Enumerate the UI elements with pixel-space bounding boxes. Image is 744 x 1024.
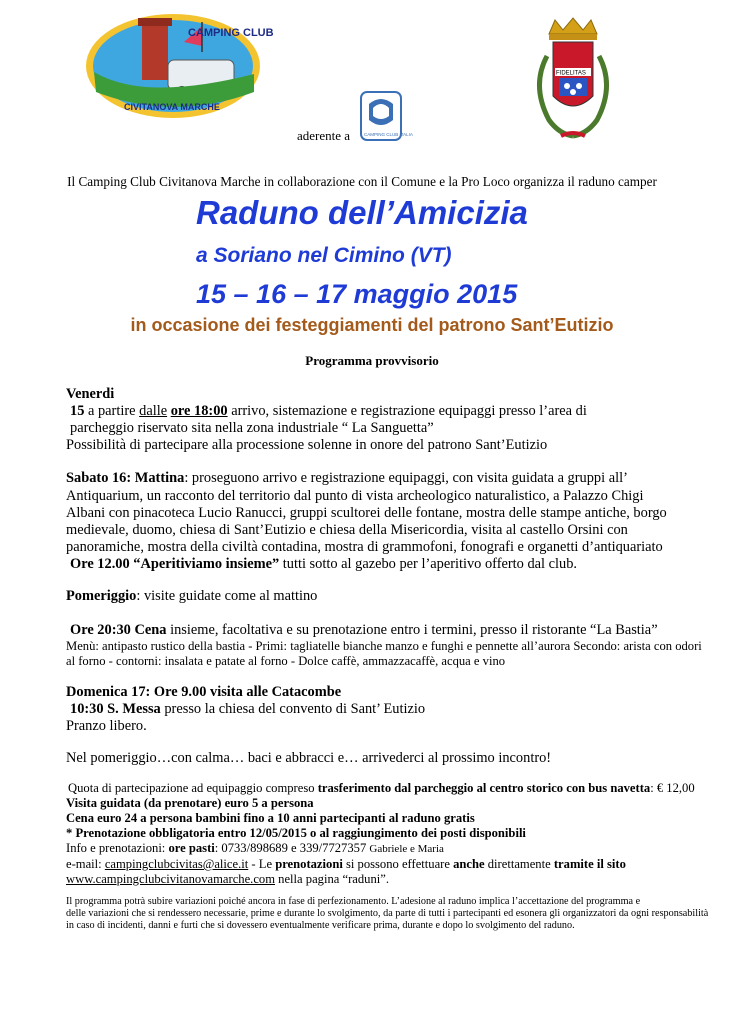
info-line: Info e prenotazioni: ore pasti: 0733/898689 e 339/7727357 Gabriele e Maria bbox=[66, 841, 444, 855]
cena-line: Ore 20:30 Cena insieme, facoltativa e su prenotazione entro i termini, presso il ristorante “La Bastia” bbox=[70, 622, 658, 638]
club-logo-bottom-text: CIVITANOVA MARCHE bbox=[124, 102, 220, 112]
website-line: www.campingclubcivitanovamarche.com nella pagina “raduni”. bbox=[66, 872, 390, 886]
camping-club-logo bbox=[84, 12, 274, 120]
sabato-aperitivo: Ore 12.00 “Aperitiviamo insieme” tutti sotto al gazebo per l’aperitivo offerto dal club. bbox=[70, 556, 578, 572]
disclaimer-line-2: delle variazioni che si rendessero necessarie, prime e durante lo svolgimento, da parte di tutti i partecipanti ed esonera gli organizzatori da ogni responsabilità bbox=[66, 908, 709, 919]
domenica-messa: 10:30 S. Messa presso la chiesa del convento di Sant’ Eutizio bbox=[70, 701, 426, 717]
venerdi-line-3: Possibilità di partecipare alla processione solenne in onore del patrono Sant’Eutizio bbox=[66, 437, 548, 453]
camping-club-italia-logo bbox=[359, 90, 413, 142]
sabato-line-3: Albani con pinacoteca Lucio Ranucci, gruppi scultorei delle fontane, mostra delle stampe antiche, borgo bbox=[66, 505, 667, 521]
domenica-saluto: Nel pomeriggio…con calma… baci e abbracci e… arrivederci al prossimo incontro! bbox=[66, 750, 552, 766]
sabato-line-5: panoramiche, mostra della civiltà contadina, mostra di grammofoni, fonografi e organetti d’antiquariato bbox=[66, 539, 663, 555]
email-line: e-mail: campingclubcivitas@alice.it - Le prenotazioni si possono effettuare anche direttamente tramite il sito bbox=[66, 857, 626, 871]
programma-heading: Programma provvisorio bbox=[305, 353, 439, 368]
pomeriggio-line: Pomeriggio: visite guidate come al mattino bbox=[66, 588, 318, 604]
coat-of-arms-emblem bbox=[525, 16, 621, 146]
disclaimer-line-3: in caso di incidenti, danni e furti che si dovessero eventualmente verificare prima, durante e dopo lo svolgimento del raduno. bbox=[66, 920, 575, 931]
email-link[interactable]: campingclubcivitas@alice.it bbox=[104, 857, 249, 871]
website-link[interactable]: www.campingclubcivitanovamarche.com bbox=[66, 872, 276, 886]
sabato-line-4: medievale, duomo, chiesa di Sant’Eutizio e chiesa della Misericordia, visita al castello Orsini con bbox=[66, 522, 628, 538]
event-title: Raduno dell’Amicizia bbox=[196, 194, 528, 231]
event-location: a Soriano nel Cimino (VT) bbox=[196, 244, 452, 267]
coat-motto: FIDELITAS bbox=[556, 70, 586, 77]
sabato-line-2: Antiquarium, un racconto del territorio dal punto di vista archeologico naturalistico, a Palazzo Chigi bbox=[66, 488, 644, 504]
event-dates: 15 – 16 – 17 maggio 2015 bbox=[196, 279, 518, 309]
event-occasion: in occasione dei festeggiamenti del patrono Sant’Eutizio bbox=[130, 315, 614, 335]
prenotazione-line: * Prenotazione obbligatoria entro 12/05/2015 o al raggiungimento dei posti disponibili bbox=[66, 826, 526, 840]
venerdi-line-2: parcheggio riservato sita nella zona industriale “ La Sanguetta” bbox=[70, 420, 434, 436]
disclaimer-line-1: Il programma potrà subire variazioni poiché ancora in fase di perfezionamento. L’adesione al raduno implica l’accettazione del programma e bbox=[66, 896, 641, 907]
menu-line-2: al forno - contorni: insalata e patate al forno - Dolce caffè, ammazzacaffè, acqua e vino bbox=[66, 654, 506, 668]
venerdi-heading: Venerdi bbox=[66, 386, 115, 402]
cena-price-line: Cena euro 24 a persona bambini fino a 10 anni partecipanti al raduno gratis bbox=[66, 811, 475, 825]
visita-line: Visita guidata (da prenotare) euro 5 a persona bbox=[66, 796, 314, 810]
venerdi-line-1: 15 a partire dalle ore 18:00 arrivo, sistemazione e registrazione equipaggi presso l’area di bbox=[70, 403, 587, 419]
small-logo-text: CAMPING CLUB ITALIA bbox=[364, 132, 413, 137]
sabato-line-1: Sabato 16: Mattina: proseguono arrivo e registrazione equipaggi, con visita guidata a gruppi all’ bbox=[66, 470, 628, 486]
intro-text: Il Camping Club Civitanova Marche in collaborazione con il Comune e la Pro Loco organizza il raduno camper bbox=[67, 174, 657, 189]
domenica-heading: Domenica 17: Ore 9.00 visita alle Catacombe bbox=[66, 684, 342, 700]
menu-line-1: Menù: antipasto rustico della bastia - Primi: tagliatelle bianche manzo e funghi e pennette all’aurora Secondo: arista con odori bbox=[66, 639, 702, 653]
club-logo-top-text: CAMPING CLUB bbox=[188, 27, 274, 39]
aderente-label: aderente a bbox=[297, 128, 351, 143]
quota-line: Quota di partecipazione ad equipaggio compreso trasferimento dal parcheggio al centro storico con bus navetta: € 12,00 bbox=[68, 781, 695, 795]
domenica-pranzo: Pranzo libero. bbox=[66, 718, 147, 734]
